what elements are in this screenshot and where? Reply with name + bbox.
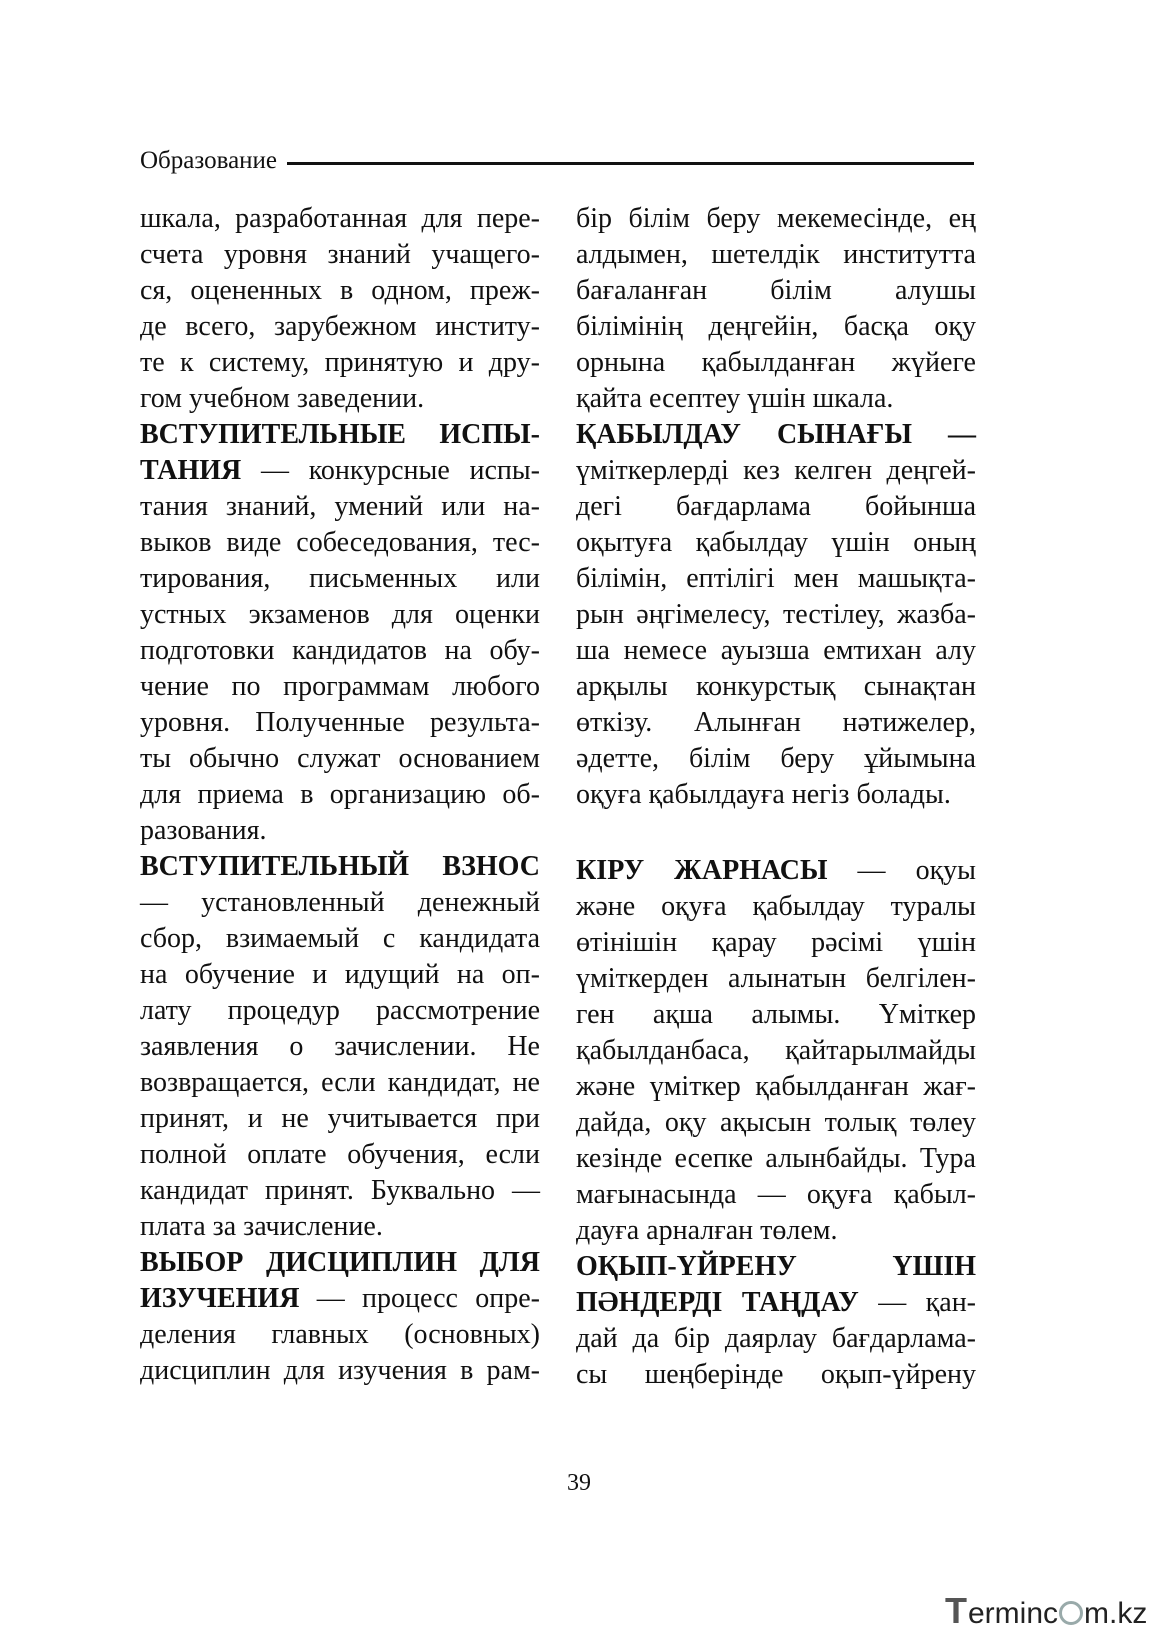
text-run: принят, и не учитывается при [140, 1103, 540, 1134]
text-line [576, 381, 976, 417]
text-line [576, 1357, 976, 1393]
text-run: — қан- [858, 1287, 977, 1318]
text-run: білімінің деңгейін, басқа оқу [576, 311, 976, 342]
text-run: шкала, разработанная для пере- [140, 203, 540, 234]
text-line [140, 525, 540, 561]
text-line [576, 1177, 976, 1213]
text-run: өткізу. Алынған нәтижелер, [576, 707, 976, 738]
text-run: өтінішін қарау рәсімі үшін [576, 927, 976, 958]
text-line [140, 561, 540, 597]
text-line [576, 453, 976, 489]
text-line [576, 273, 976, 309]
text-line [140, 1137, 540, 1173]
text-run: лату процедур рассмотрение [140, 995, 540, 1026]
text-line [140, 597, 540, 633]
text-run: білімін, ептілігі мен машықта- [576, 563, 976, 594]
text-line [140, 669, 540, 705]
text-line [140, 1245, 540, 1281]
text-line [576, 925, 976, 961]
watermark-text-2: m.kz [1084, 1597, 1148, 1630]
text-run: және оқуға қабылдау туралы [576, 891, 976, 922]
text-line [576, 201, 976, 237]
text-run: арқылы конкурстық сынақтан [576, 671, 976, 702]
term-heading: ВЫБОР ДИСЦИПЛИН ДЛЯ [140, 1247, 540, 1278]
text-run: үміткерлерді кез келген деңгей- [576, 455, 976, 486]
text-line [140, 1317, 540, 1353]
text-run: және үміткер қабылданған жағ- [576, 1071, 976, 1102]
text-line [576, 525, 976, 561]
right-column [576, 201, 976, 1393]
text-line [140, 1353, 540, 1389]
text-run: мағынасында — оқуға қабыл- [576, 1179, 976, 1210]
term-heading: КІРУ ЖАРНАСЫ [576, 855, 828, 886]
term-heading: ИЗУЧЕНИЯ [140, 1283, 300, 1314]
left-column [140, 201, 540, 1389]
text-line [140, 237, 540, 273]
text-run: счета уровня знаний учащего- [140, 239, 540, 270]
text-run: на обучение и идущий на оп- [140, 959, 540, 990]
text-line [576, 997, 976, 1033]
text-run: сы шеңберінде оқып-үйрену [576, 1359, 976, 1390]
text-line [576, 237, 976, 273]
text-run: кезінде есепке алынбайды. Тура [576, 1143, 976, 1174]
text-line [140, 309, 540, 345]
text-run: тирования, письменных или [140, 563, 540, 594]
text-run: алдымен, шетелдік институтта [576, 239, 976, 270]
watermark-logo [945, 1590, 1147, 1632]
text-line [140, 1173, 540, 1209]
text-line [140, 489, 540, 525]
watermark-text-1: erminc [968, 1597, 1059, 1630]
text-run: оқуға қабылдауға негіз болады. [576, 779, 951, 810]
text-line [140, 1101, 540, 1137]
paragraph-gap [576, 813, 976, 853]
text-run: дисциплин для изучения в рам- [140, 1355, 540, 1386]
text-line [576, 1033, 976, 1069]
text-line [140, 957, 540, 993]
running-header [140, 146, 974, 176]
text-run: устных экзаменов для оценки [140, 599, 540, 630]
text-line [576, 1321, 976, 1357]
text-run: үміткерден алынатын белгілен- [576, 963, 976, 994]
text-line [576, 417, 976, 453]
watermark-t: T [945, 1590, 967, 1631]
text-line [140, 1029, 540, 1065]
text-run: плата за зачисление. [140, 1211, 383, 1242]
text-run: — процесс опре- [299, 1283, 540, 1314]
text-line [140, 1209, 540, 1245]
header-title: Образование [140, 147, 278, 174]
text-run: выков виде собеседования, тес- [140, 527, 540, 558]
text-run: деления главных (основных) [140, 1319, 540, 1350]
text-line [140, 849, 540, 885]
text-line [576, 853, 976, 889]
text-line [140, 813, 540, 849]
text-run: тания знаний, умений или на- [140, 491, 540, 522]
text-line [140, 777, 540, 813]
text-run: те к систему, принятую и дру- [140, 347, 540, 378]
text-line [140, 453, 540, 489]
text-line [576, 669, 976, 705]
term-heading: ТАНИЯ [140, 455, 242, 486]
text-run: сбор, взимаемый с кандидата [140, 923, 540, 954]
text-run: возвращается, если кандидат, не [140, 1067, 540, 1098]
text-run: для приема в организацию об- [140, 779, 540, 810]
text-line [576, 309, 976, 345]
term-heading: ВСТУПИТЕЛЬНЫЕ ИСПЫ- [140, 419, 540, 450]
text-run: подготовки кандидатов на обу- [140, 635, 540, 666]
text-run: бір білім беру мекемесінде, ең [576, 203, 976, 234]
text-line [140, 1065, 540, 1101]
text-line [576, 633, 976, 669]
text-line [140, 921, 540, 957]
text-line [140, 705, 540, 741]
text-line [576, 1285, 976, 1321]
page-number: 39 [567, 1470, 591, 1496]
text-run: қайта есептеу үшін шкала. [576, 383, 894, 414]
text-run: рын әңгімелесу, тестілеу, жазба- [576, 599, 976, 630]
text-run: чение по программам любого [140, 671, 540, 702]
text-run: ген ақша алымы. Үміткер [576, 999, 976, 1030]
text-run: дайда, оқу ақысын толық төлеу [576, 1107, 976, 1138]
text-line [140, 885, 540, 921]
text-line [140, 993, 540, 1029]
text-run: ся, оцененных в одном, преж- [140, 275, 540, 306]
text-line [576, 1105, 976, 1141]
text-run: полной оплате обучения, если [140, 1139, 540, 1170]
text-line [576, 961, 976, 997]
text-line [576, 705, 976, 741]
text-run: разования. [140, 815, 267, 846]
text-line [576, 889, 976, 925]
text-run: — установленный денежный [140, 887, 540, 918]
text-line [140, 345, 540, 381]
text-run: бағаланған білім алушы [576, 275, 976, 306]
text-run: кандидат принят. Буквально — [140, 1175, 540, 1206]
text-line [140, 273, 540, 309]
text-line [576, 597, 976, 633]
text-run: дегі бағдарлама бойынша [576, 491, 976, 522]
text-run: — конкурсные испы- [241, 455, 540, 486]
text-line [576, 1069, 976, 1105]
text-line [140, 633, 540, 669]
text-run: орнына қабылданған жүйеге [576, 347, 976, 378]
magnifier-icon [1059, 1601, 1083, 1625]
text-run: дай да бір даярлау бағдарлама- [576, 1323, 976, 1354]
text-line [140, 1281, 540, 1317]
text-line [140, 201, 540, 237]
text-run: әдетте, білім беру ұйымына [576, 743, 976, 774]
text-run: гом учебном заведении. [140, 383, 425, 414]
text-line [576, 741, 976, 777]
text-line [140, 741, 540, 777]
text-line [576, 1141, 976, 1177]
term-heading: ОҚЫП-ҮЙРЕНУ ҮШІН [576, 1251, 976, 1282]
text-line [576, 1249, 976, 1285]
text-run: — оқуы [827, 855, 976, 886]
term-heading: ҚАБЫЛДАУ СЫНАҒЫ — [576, 419, 976, 450]
text-line [140, 381, 540, 417]
text-run: уровня. Полученные результа- [140, 707, 540, 738]
text-run: ша немесе ауызша емтихан алу [576, 635, 976, 666]
text-run: заявления о зачислении. Не [140, 1031, 540, 1062]
header-rule [287, 162, 974, 165]
text-line [576, 1213, 976, 1249]
text-run: ты обычно служат основанием [140, 743, 540, 774]
term-heading: ВСТУПИТЕЛЬНЫЙ ВЗНОС [140, 851, 540, 882]
text-run: де всего, зарубежном институ- [140, 311, 540, 342]
text-line [140, 417, 540, 453]
text-line [576, 489, 976, 525]
text-line [576, 777, 976, 813]
text-line [576, 561, 976, 597]
term-heading: ПӘНДЕРДІ ТАҢДАУ [576, 1287, 859, 1318]
text-run: дауға арналған төлем. [576, 1215, 838, 1246]
text-run: оқытуға қабылдау үшін оның [576, 527, 976, 558]
text-run: қабылданбаса, қайтарылмайды [576, 1035, 976, 1066]
text-line [576, 345, 976, 381]
